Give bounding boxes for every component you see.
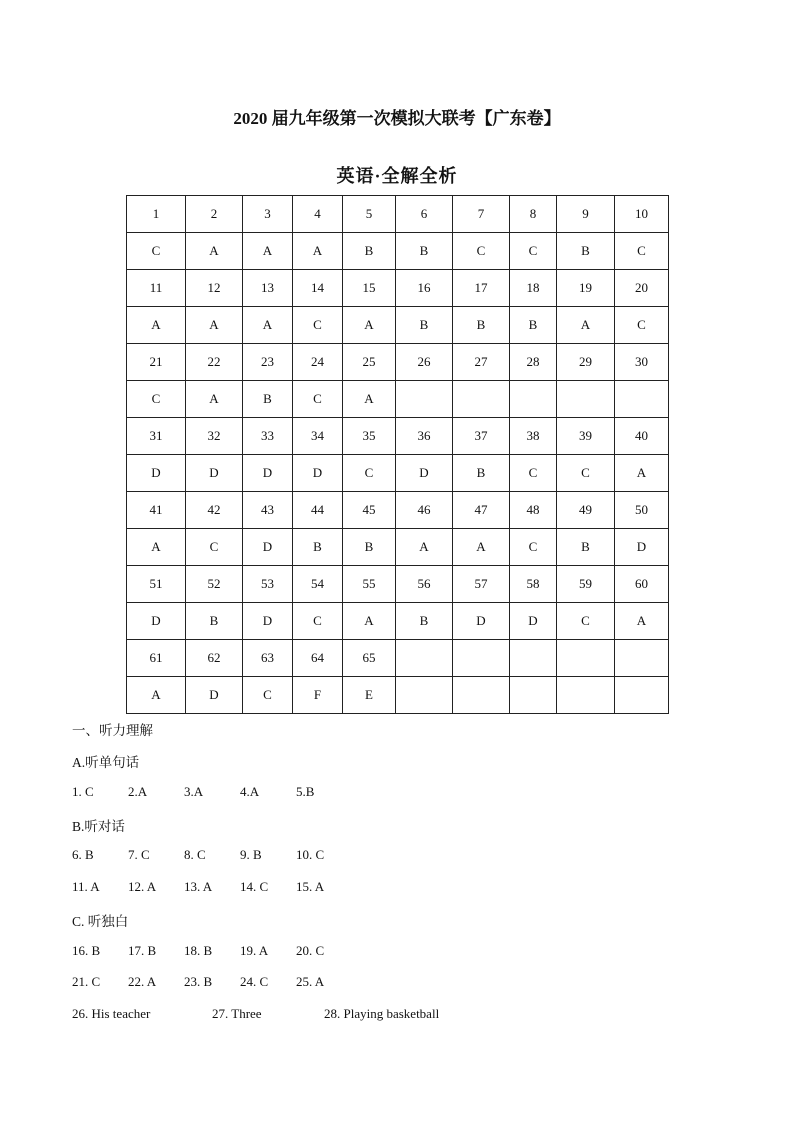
question-number-cell: 45 [343,492,396,529]
answer-cell: F [293,677,343,714]
question-number-cell: 31 [127,418,186,455]
answer-item: 1. C [72,784,94,799]
answer-cell: A [186,307,243,344]
section-listening-heading: 一、听力理解 [72,723,153,738]
answer-cell: C [127,381,186,418]
question-number-cell: 28 [510,344,557,381]
question-number-cell: 54 [293,566,343,603]
answer-cell: C [127,233,186,270]
question-number-cell: 41 [127,492,186,529]
answer-cell: B [396,307,453,344]
question-number-cell: 20 [615,270,669,307]
question-number-cell: 50 [615,492,669,529]
answer-item: 11. A [72,879,100,894]
answer-cell: B [453,455,510,492]
question-number-cell: 59 [557,566,615,603]
answer-cell: D [186,677,243,714]
question-number-cell: 15 [343,270,396,307]
question-number-cell: 16 [396,270,453,307]
question-number-cell [510,640,557,677]
question-number-cell: 27 [453,344,510,381]
answer-cell: C [510,529,557,566]
answer-row [127,455,669,492]
question-number-cell: 46 [396,492,453,529]
question-number-cell: 2 [186,196,243,233]
answer-cell: B [557,233,615,270]
question-number-cell: 34 [293,418,343,455]
answer-cell: C [186,529,243,566]
part-c-heading: C. 听独白 [72,914,129,929]
answer-cell: B [293,529,343,566]
question-number-cell: 57 [453,566,510,603]
question-number-cell: 47 [453,492,510,529]
question-number-cell: 58 [510,566,557,603]
answer-cell: D [396,455,453,492]
answer-item: 28. Playing basketball [324,1006,440,1021]
question-number-cell: 33 [243,418,293,455]
answer-row [127,529,669,566]
question-number-cell: 63 [243,640,293,677]
answer-item: 8. C [184,847,206,862]
question-number-cell: 13 [243,270,293,307]
question-number-cell: 24 [293,344,343,381]
answer-cell: D [243,529,293,566]
answer-cell: D [293,455,343,492]
answer-cell: C [293,307,343,344]
question-number-cell: 18 [510,270,557,307]
answer-item: 13. A [184,879,213,894]
answer-cell: A [243,233,293,270]
answer-cell: C [615,233,669,270]
answer-cell [510,381,557,418]
answer-item: 9. B [240,847,262,862]
answer-cell: B [186,603,243,640]
answer-item: 22. A [128,974,157,989]
answer-item: 26. His teacher [72,1006,151,1021]
question-number-cell: 21 [127,344,186,381]
answer-item: 19. A [240,943,269,958]
answer-cell: B [557,529,615,566]
question-number-cell: 44 [293,492,343,529]
question-number-cell: 1 [127,196,186,233]
question-number-cell: 25 [343,344,396,381]
answer-item: 17. B [128,943,157,958]
answer-cell: C [453,233,510,270]
answer-cell: D [127,455,186,492]
answer-cell: A [396,529,453,566]
question-number-cell: 55 [343,566,396,603]
answer-item: 24. C [240,974,269,989]
answer-row [127,381,669,418]
answer-cell: D [243,603,293,640]
question-number-cell: 36 [396,418,453,455]
answer-item: 21. C [72,974,101,989]
answer-cell: C [557,455,615,492]
answer-cell: A [343,307,396,344]
question-number-row [127,492,669,529]
answer-cell: C [293,381,343,418]
answer-item: 4.A [240,784,260,799]
answer-cell: A [127,529,186,566]
answer-cell: B [343,233,396,270]
question-number-cell: 7 [453,196,510,233]
answer-cell: D [127,603,186,640]
answer-item: 20. C [296,943,325,958]
question-number-cell: 35 [343,418,396,455]
answer-cell: C [510,233,557,270]
answer-cell: D [615,529,669,566]
question-number-cell: 60 [615,566,669,603]
answer-cell [453,381,510,418]
question-number-cell: 32 [186,418,243,455]
question-number-cell: 42 [186,492,243,529]
answer-item: 27. Three [212,1006,262,1021]
answer-cell: A [615,603,669,640]
answer-item: 15. A [296,879,325,894]
answer-cell: A [243,307,293,344]
answer-cell: D [186,455,243,492]
answer-cell [615,381,669,418]
answer-cell: B [396,603,453,640]
answer-cell: C [243,677,293,714]
question-number-cell: 10 [615,196,669,233]
question-number-cell: 9 [557,196,615,233]
question-number-cell: 51 [127,566,186,603]
answer-cell [453,677,510,714]
answer-item: 18. B [184,943,213,958]
answer-cell: A [557,307,615,344]
question-number-cell: 4 [293,196,343,233]
question-number-cell: 5 [343,196,396,233]
answer-cell: A [453,529,510,566]
page-subtitle: 英语·全解全析 [336,166,458,186]
question-number-row [127,640,669,677]
question-number-cell [615,640,669,677]
answer-item: 23. B [184,974,213,989]
answer-cell: C [557,603,615,640]
answer-row [127,677,669,714]
answer-cell: A [127,307,186,344]
question-number-row [127,344,669,381]
answer-item: 10. C [296,847,325,862]
question-number-cell: 62 [186,640,243,677]
answer-row [127,603,669,640]
answer-cell: A [343,381,396,418]
part-a-heading: A.听单句话 [72,755,140,770]
question-number-cell: 30 [615,344,669,381]
question-number-cell: 43 [243,492,293,529]
answer-item: 6. B [72,847,94,862]
answer-cell [396,381,453,418]
answer-item: 16. B [72,943,101,958]
answer-item: 2.A [128,784,148,799]
question-number-cell [396,640,453,677]
answer-cell: A [615,455,669,492]
answer-item: 14. C [240,879,269,894]
question-number-cell: 38 [510,418,557,455]
answer-row [127,233,669,270]
question-number-row [127,270,669,307]
question-number-cell: 48 [510,492,557,529]
question-number-cell: 65 [343,640,396,677]
answer-cell: A [127,677,186,714]
answer-cell: B [453,307,510,344]
question-number-cell: 22 [186,344,243,381]
answer-cell [557,381,615,418]
answer-row [127,307,669,344]
answer-item: 5.B [296,784,315,799]
question-number-row [127,418,669,455]
answer-table [126,195,669,714]
answer-cell: C [343,455,396,492]
answer-cell [615,677,669,714]
answer-cell: C [510,455,557,492]
question-number-cell: 14 [293,270,343,307]
question-number-cell: 8 [510,196,557,233]
answer-cell: D [243,455,293,492]
question-number-cell: 53 [243,566,293,603]
question-number-cell: 64 [293,640,343,677]
answer-item: 25. A [296,974,325,989]
answer-cell: B [510,307,557,344]
answer-cell [510,677,557,714]
question-number-cell [557,640,615,677]
answer-cell: B [396,233,453,270]
question-number-cell: 3 [243,196,293,233]
question-number-cell: 29 [557,344,615,381]
answer-cell: E [343,677,396,714]
answer-cell [557,677,615,714]
answer-item: 12. A [128,879,157,894]
question-number-row [127,196,669,233]
question-number-cell: 37 [453,418,510,455]
question-number-cell: 11 [127,270,186,307]
question-number-row [127,566,669,603]
answer-cell: A [186,381,243,418]
question-number-cell: 49 [557,492,615,529]
answer-cell: B [243,381,293,418]
question-number-cell: 12 [186,270,243,307]
answer-cell: B [343,529,396,566]
answer-item: 3.A [184,784,204,799]
question-number-cell: 52 [186,566,243,603]
question-number-cell: 26 [396,344,453,381]
question-number-cell: 6 [396,196,453,233]
question-number-cell: 56 [396,566,453,603]
question-number-cell: 61 [127,640,186,677]
answer-item: 7. C [128,847,150,862]
answer-cell: C [293,603,343,640]
part-b-heading: B.听对话 [72,819,125,834]
question-number-cell: 39 [557,418,615,455]
question-number-cell [453,640,510,677]
page-title: 2020 届九年级第一次模拟大联考【广东卷】 [233,109,561,128]
question-number-cell: 17 [453,270,510,307]
question-number-cell: 40 [615,418,669,455]
answer-cell [396,677,453,714]
answer-cell: A [293,233,343,270]
answer-cell: C [615,307,669,344]
question-number-cell: 19 [557,270,615,307]
question-number-cell: 23 [243,344,293,381]
answer-cell: A [343,603,396,640]
answer-cell: D [510,603,557,640]
answer-cell: A [186,233,243,270]
answer-cell: D [453,603,510,640]
